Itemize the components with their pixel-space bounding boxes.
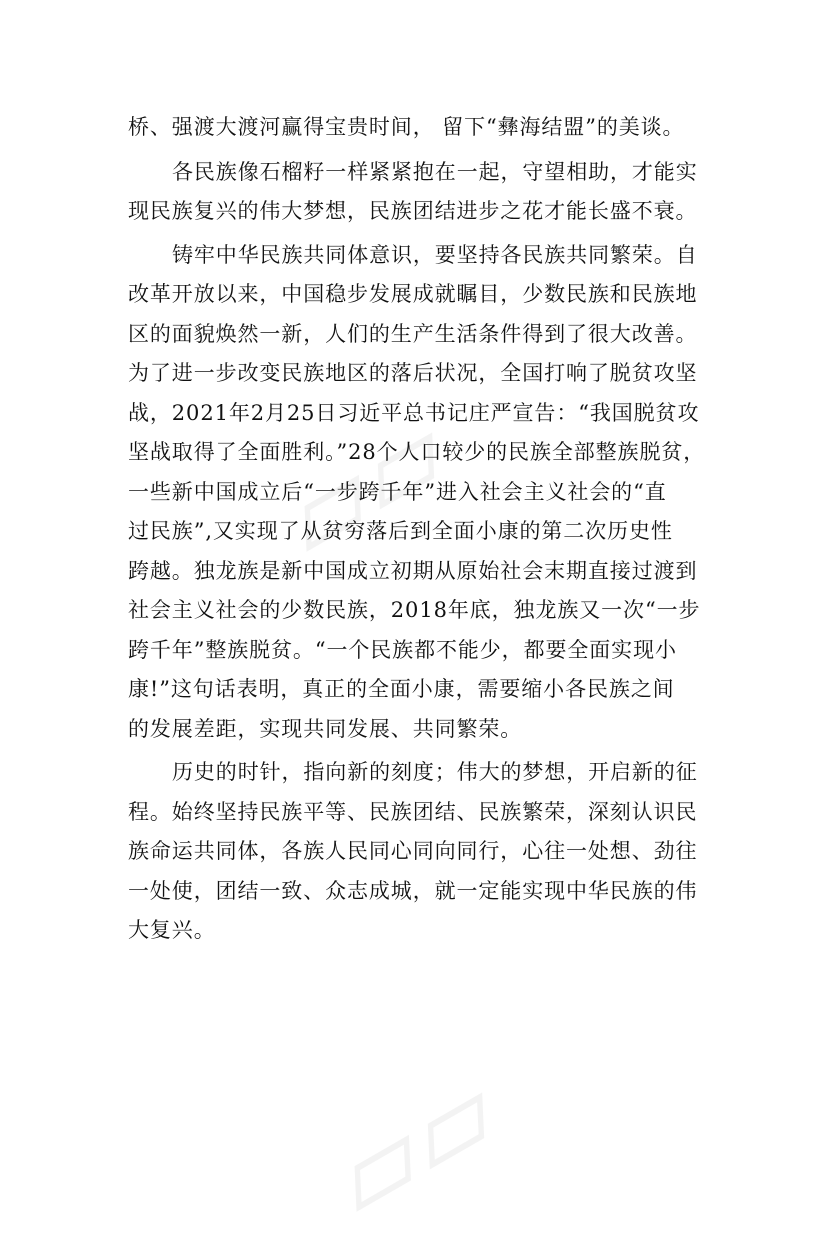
text-line: 过民族”,又实现了从贫穷落后到全面小康的第二次历史性 [128, 519, 673, 543]
text-line: 一些新中国成立后“一步跨千年”进入社会主义社会的“直 [128, 479, 667, 504]
text-line: 现民族复兴的伟大梦想，民族团结进步之花才能长盛不衰。 [128, 199, 698, 223]
text-line: 族命运共同体，各族人民同心同向同行，心往一处想、劲往 [128, 839, 698, 863]
text-line: 跨越。独龙族是新中国成立初期从原始社会末期直接过渡到 [128, 558, 698, 583]
paragraph [128, 153, 713, 232]
text-line: 铸牢中华民族共同体意识，要坚持各民族共同繁荣。自 [172, 242, 698, 267]
text-line: 为了进一步改变民族地区的落后状况，全国打响了脱贫攻坚 [128, 361, 698, 385]
text-line: 历史的时针，指向新的刻度；伟大的梦想，开启新的征 [172, 760, 698, 784]
text-line: 的发展差距，实现共同发展、共同繁荣。 [128, 716, 523, 741]
watermark [309, 1046, 520, 1241]
text-line: 社会主义社会的少数民族，2018年底，独龙族又一次“一步 [128, 598, 701, 622]
text-line: 战，2021年2月25日习近平总书记庄严宣告：“我国脱贫攻 [128, 400, 700, 425]
text-line: 康!”这句话表明，真正的全面小康，需要缩小各民族之间 [128, 677, 675, 701]
paragraph [128, 753, 713, 951]
text-line: 各民族像石榴籽一样紧紧抱在一起，守望相助，才能实 [172, 159, 698, 184]
text-line: 一处使，团结一致、众志成城，就一定能实现中华民族的伟 [128, 878, 698, 903]
paragraph [128, 236, 713, 750]
paragraph [128, 108, 713, 148]
text-line: 跨千年”整族脱贫。“一个民族都不能少，都要全面实现小 [128, 637, 677, 662]
text-line: 大复兴。 [128, 918, 216, 942]
text-line: 程。始终坚持民族平等、民族团结、民族繁荣，深刻认识民 [128, 799, 698, 824]
text-line: 区的面貌焕然一新，人们的生产生活条件得到了很大改善。 [128, 321, 698, 346]
text-line: 坚战取得了全面胜利。”28个人口较少的民族全部整族脱贫， [128, 440, 706, 464]
document-body [128, 108, 713, 951]
text-line: 改革开放以来，中国稳步发展成就瞩目，少数民族和民族地 [128, 282, 698, 306]
text-line: 桥、强渡大渡河赢得宝贵时间， 留下“彝海结盟”的美谈。 [128, 115, 685, 139]
